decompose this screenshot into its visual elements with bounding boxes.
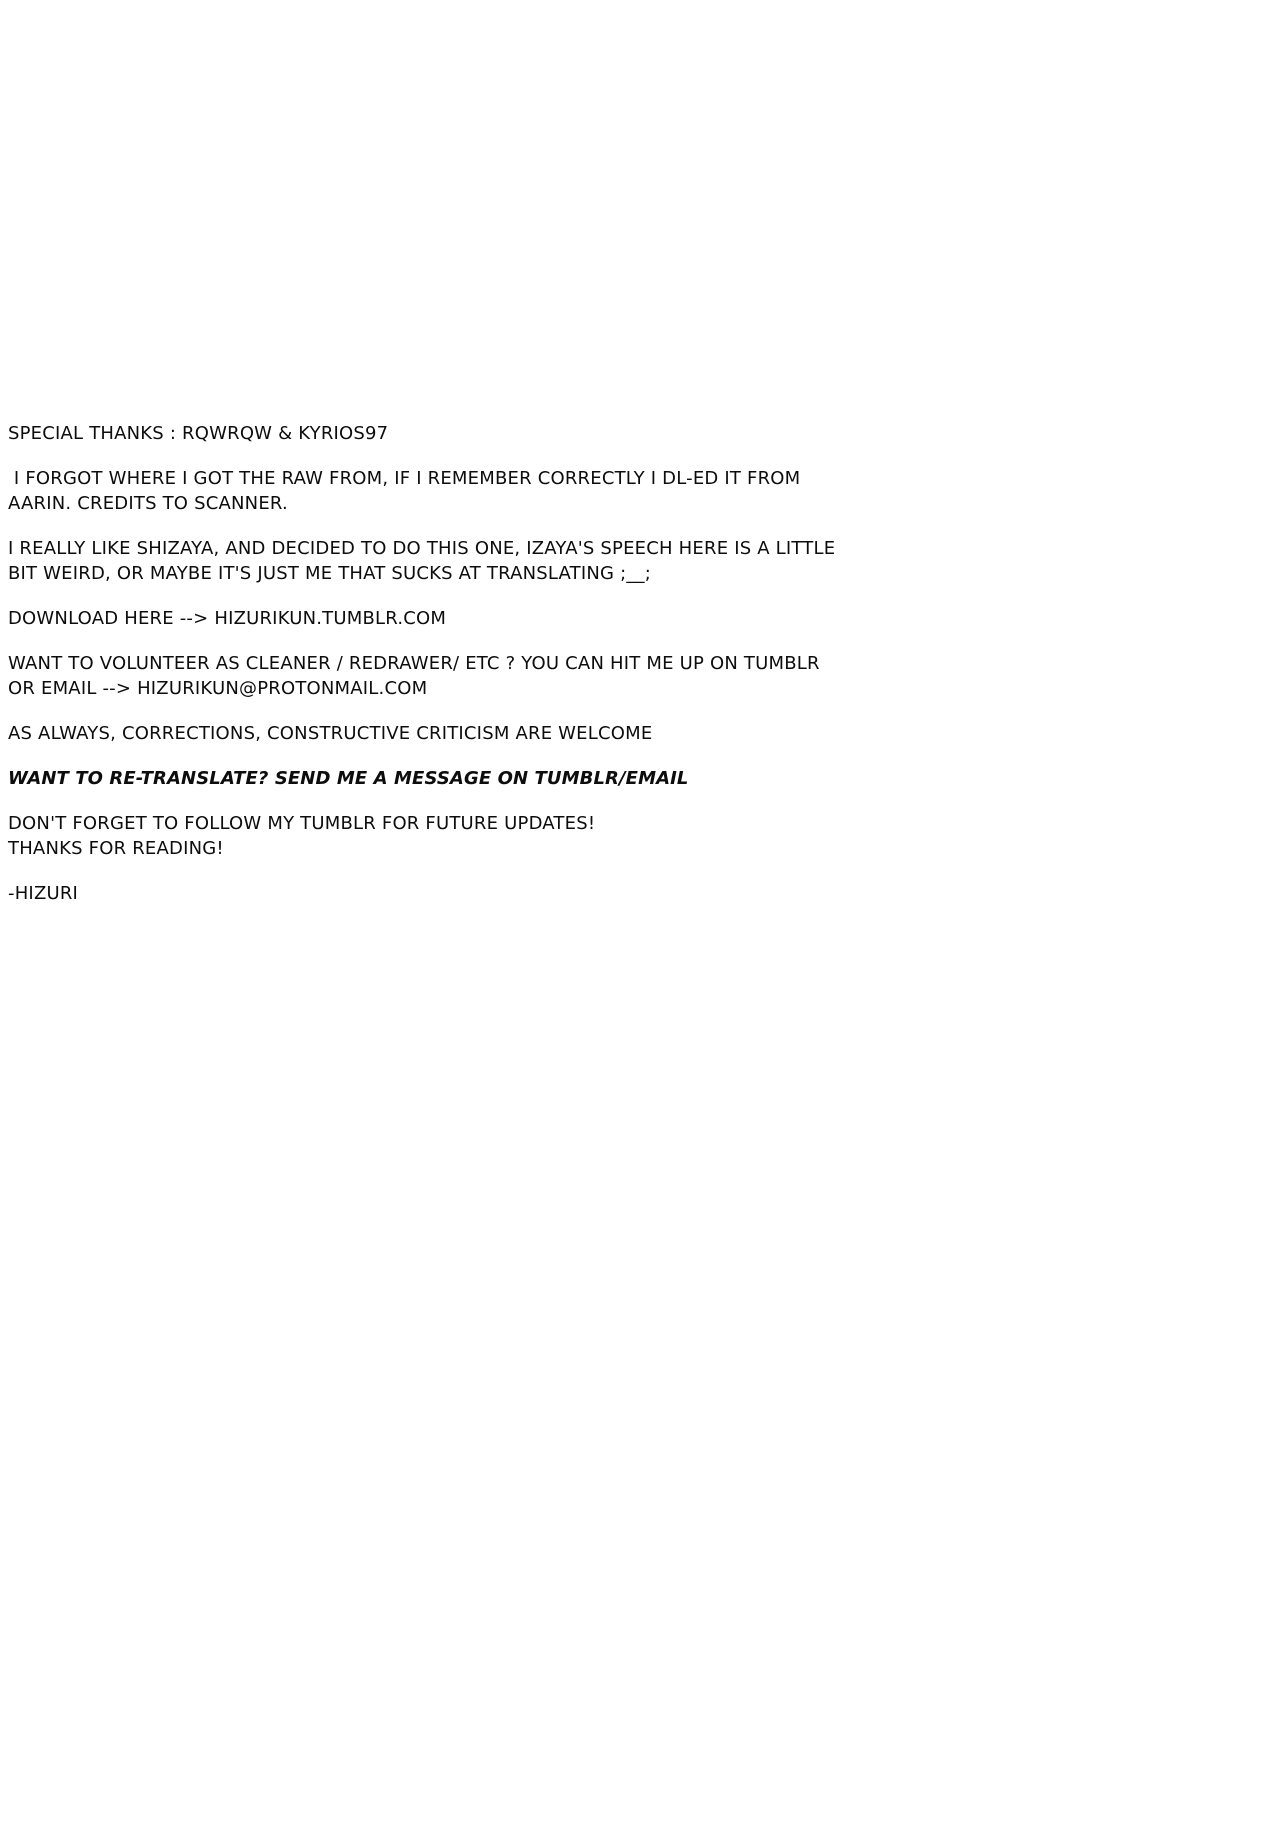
raw-credits-line-2: AARIN. CREDITS TO SCANNER.: [8, 493, 288, 514]
follow-note-paragraph: [8, 811, 988, 861]
retranslate-note-paragraph: [8, 766, 988, 791]
volunteer-note-paragraph: [8, 651, 988, 701]
corrections-note-line: AS ALWAYS, CORRECTIONS, CONSTRUCTIVE CRITICISM ARE WELCOME: [8, 723, 653, 744]
translator-note-line-2: BIT WEIRD, OR MAYBE IT'S JUST ME THAT SUCKS AT TRANSLATING ;__;: [8, 563, 652, 584]
translator-note-line-1: I REALLY LIKE SHIZAYA, AND DECIDED TO DO THIS ONE, IZAYA'S SPEECH HERE IS A LITTLE: [8, 538, 836, 559]
special-thanks-paragraph: [8, 421, 988, 446]
retranslate-note-line: WANT TO RE-TRANSLATE? SEND ME A MESSAGE ON TUMBLR/EMAIL: [8, 768, 689, 789]
special-thanks-line: SPECIAL THANKS : RQWRQW & KYRIOS97: [8, 423, 389, 444]
signature-paragraph: [8, 881, 988, 906]
follow-note-line-1: DON'T FORGET TO FOLLOW MY TUMBLR FOR FUTURE UPDATES!: [8, 813, 596, 834]
download-link-paragraph: [8, 606, 988, 631]
translator-note-paragraph: [8, 536, 988, 586]
raw-credits-line-1: I FORGOT WHERE I GOT THE RAW FROM, IF I REMEMBER CORRECTLY I DL-ED IT FROM: [8, 468, 801, 489]
credits-text-block: [8, 421, 988, 926]
signature-line: -HIZURI: [8, 883, 79, 904]
volunteer-note-line-2: OR EMAIL --> HIZURIKUN@PROTONMAIL.COM: [8, 678, 428, 699]
corrections-note-paragraph: [8, 721, 988, 746]
follow-note-line-2: THANKS FOR READING!: [8, 838, 224, 859]
volunteer-note-line-1: WANT TO VOLUNTEER AS CLEANER / REDRAWER/ ETC ? YOU CAN HIT ME UP ON TUMBLR: [8, 653, 820, 674]
download-link-line: DOWNLOAD HERE --> HIZURIKUN.TUMBLR.COM: [8, 608, 447, 629]
raw-credits-paragraph: [8, 466, 988, 516]
